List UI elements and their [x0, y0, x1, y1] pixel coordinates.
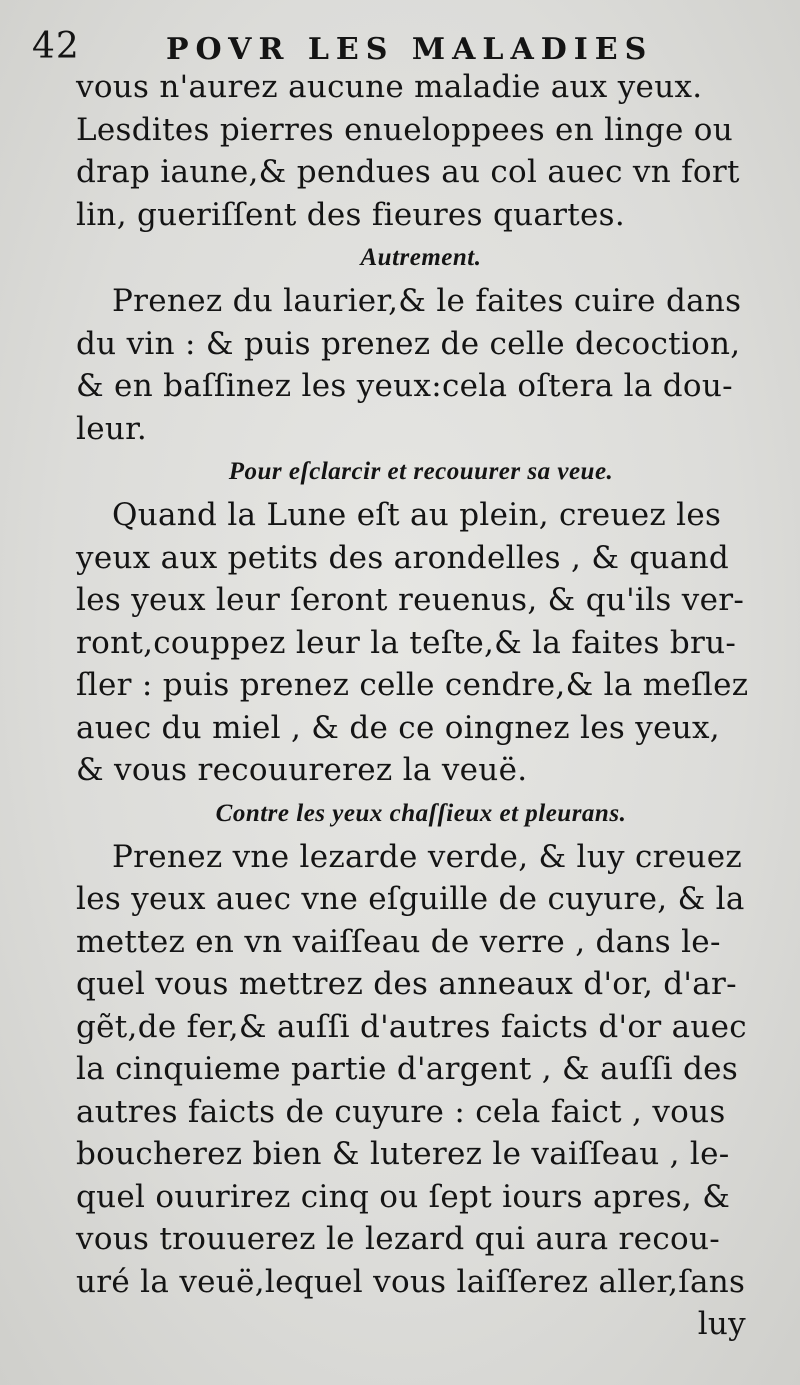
text-line: ront,couppez leur la teſte,& la faites bru-: [76, 624, 737, 661]
text-line: vous trouuerez le lezard qui aura recou-: [76, 1221, 720, 1257]
text-line: & vous recouurerez la veuë.: [76, 752, 528, 788]
text-line: vous n'aurez aucune maladie aux yeux.: [76, 69, 703, 105]
text-line: Lesdites pierres enueloppees en linge ou: [76, 111, 733, 148]
text-line: leur.: [76, 410, 147, 447]
text-line: ſler : puis prenez celle cendre,& la meſlez: [76, 667, 749, 703]
text-line: les yeux leur ſeront reuenus, & qu'ils ver-: [76, 582, 745, 618]
text-line: yeux aux petits des arondelles , & quand: [76, 539, 729, 576]
text-line: luy: [697, 1306, 746, 1342]
text-line: les yeux auec vne eſguille de cuyure, & la: [76, 881, 745, 917]
running-head: POVR LES MALADIES: [166, 32, 654, 67]
page-number: 42: [32, 26, 80, 67]
text-line: auec du miel , & de ce oingnez les yeux,: [76, 709, 720, 746]
text-line: quel ouurirez cinq ou ſept iours apres, &: [76, 1178, 731, 1215]
text-line: drap iaune,& pendues au col auec vn fort: [76, 154, 740, 190]
text-line: du vin : & puis prenez de celle decoction,: [76, 325, 741, 362]
text-line: quel vous mettrez des anneaux d'or, d'ar-: [76, 966, 737, 1002]
section-heading: Autrement.: [360, 244, 482, 271]
text-line: & en baſſinez les yeux:cela oſtera la dou-: [76, 368, 733, 404]
section-heading: Pour eſclarcir et recouurer sa veue.: [228, 458, 614, 485]
text-line: boucherez bien & luterez le vaiſſeau , le-: [76, 1136, 730, 1172]
section-heading: Contre les yeux chaſſieux et pleurans.: [215, 799, 627, 827]
text-line: uré la veuë,lequel vous laiſſerez aller,ſans: [76, 1263, 746, 1300]
text-line: lin, gueriſſent des fieures quartes.: [76, 196, 626, 233]
text-line: Prenez vne lezarde verde, & luy creuez: [112, 838, 742, 875]
text-line: la cinquieme partie d'argent , & auſſi des: [76, 1051, 739, 1087]
body-text: [76, 66, 766, 1346]
text-line: mettez en vn vaiſſeau de verre , dans le-: [76, 923, 721, 960]
text-line: Prenez du laurier,& le faites cuire dans: [112, 283, 742, 319]
text-line: gẽt,de fer,& auſſi d'autres faicts d'or auec: [76, 1008, 747, 1045]
page-header: [28, 22, 788, 70]
text-line: Quand la Lune eſt au plein, creuez les: [112, 497, 722, 533]
text-line: autres faicts de cuyure : cela faict , vous: [76, 1093, 726, 1130]
